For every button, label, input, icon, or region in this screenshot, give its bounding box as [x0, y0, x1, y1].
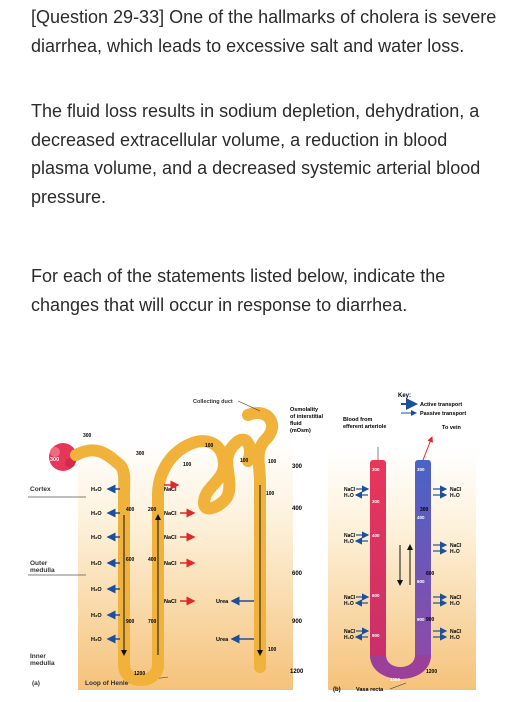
vasa-value: 600 [372, 593, 380, 598]
loop-value: 900 [126, 619, 135, 625]
svg-text:H₂O: H₂O [91, 487, 102, 493]
loop-value: 100 [240, 458, 249, 464]
svg-text:NaCl: NaCl [344, 533, 356, 539]
svg-text:H₂O: H₂O [450, 601, 460, 607]
loop-value: 600 [126, 557, 135, 563]
loop-value: 300 [83, 433, 92, 439]
vasa-ascending-limb [415, 460, 431, 660]
svg-text:NaCl: NaCl [164, 599, 177, 605]
osmolality-value: 600 [292, 571, 303, 577]
svg-text:NaCl: NaCl [344, 629, 356, 635]
duct-value: 100 [268, 647, 277, 653]
duct-value: 100 [266, 491, 275, 497]
vasa-descending-limb [370, 460, 386, 660]
part-a-label: (a) [32, 680, 40, 687]
outer-label: Outer [30, 560, 48, 567]
vasa-value: 900 [417, 617, 425, 622]
interstitial-value: 300 [420, 507, 429, 513]
svg-text:Urea: Urea [216, 637, 229, 643]
inner-medulla-label: medulla [30, 660, 55, 667]
collecting-duct-label: Collecting duct [193, 399, 233, 405]
active-transport-label: Active transport [420, 402, 463, 408]
interstitial-b [328, 450, 476, 690]
vasa-value: 300 [372, 499, 380, 504]
svg-text:(mOsm): (mOsm) [290, 428, 311, 434]
svg-text:H₂O: H₂O [450, 549, 460, 555]
kidney-countercurrent-figure [28, 385, 498, 697]
loop-value: 100 [183, 462, 192, 468]
key-title: Key: [398, 393, 412, 399]
svg-text:H₂O: H₂O [450, 493, 460, 499]
svg-text:H₂O: H₂O [344, 493, 354, 499]
svg-text:NaCl: NaCl [164, 535, 177, 541]
efferent-arteriole-label: efferent arteriole [343, 424, 387, 430]
vasa-value: 600 [417, 579, 425, 584]
blood-from-label: Blood from [343, 417, 373, 423]
outer-medulla-label: medulla [30, 567, 55, 574]
svg-text:NaCl: NaCl [164, 487, 177, 493]
svg-text:H₂O: H₂O [91, 511, 102, 517]
passive-transport-label: Passive transport [420, 411, 467, 417]
svg-text:H₂O: H₂O [91, 637, 102, 643]
inner-label: Inner [30, 653, 46, 660]
svg-text:H₂O: H₂O [91, 561, 102, 567]
part-b-label: (b) [333, 687, 341, 693]
svg-text:NaCl: NaCl [344, 595, 356, 601]
svg-text:H₂O: H₂O [344, 601, 354, 607]
svg-text:Urea: Urea [216, 599, 229, 605]
svg-text:Osmolality: Osmolality [290, 407, 319, 413]
interstitial-value: 1200 [426, 669, 438, 675]
loop-value: 200 [148, 507, 157, 513]
vasa-value: 400 [417, 515, 425, 520]
osmolality-value: 900 [292, 619, 303, 625]
question-intro: [Question 29-33] One of the hallmarks of cholera is severe diarrhea, which leads to excessive salt and water loss. [31, 7, 497, 56]
osmolality-value: 300 [292, 464, 303, 470]
vasa-recta-label: Vasa recta [356, 687, 384, 693]
svg-text:H₂O: H₂O [91, 535, 102, 541]
svg-text:H₂O: H₂O [344, 635, 354, 641]
question-effects: The fluid loss results in sodium depletion, dehydration, a decreased extracellular volume, a reduction in blood plasma volume, and a decreased systemic arterial blood pressure. [31, 101, 481, 207]
interstitial-value: 600 [426, 571, 435, 577]
loop-value: 100 [205, 443, 214, 449]
svg-text:of interstitial: of interstitial [290, 414, 324, 420]
svg-text:H₂O: H₂O [450, 635, 460, 641]
svg-text:H₂O: H₂O [91, 613, 102, 619]
loop-of-henle-label: Loop of Henle [85, 680, 129, 687]
svg-text:NaCl: NaCl [344, 487, 356, 493]
svg-text:NaCl: NaCl [450, 595, 462, 601]
svg-text:H₂O: H₂O [344, 539, 354, 545]
vasa-value: 900 [372, 633, 380, 638]
interstitial-value: 900 [426, 617, 435, 623]
to-vein-label: To vein [442, 425, 461, 431]
glomerulus-lobe [50, 447, 60, 457]
svg-text:NaCl: NaCl [450, 629, 462, 635]
osmolality-legend [290, 407, 323, 434]
vasa-value: 1200 [390, 677, 401, 682]
loop-value: 400 [148, 557, 157, 563]
svg-text:H₂O: H₂O [91, 587, 102, 593]
svg-text:NaCl: NaCl [450, 543, 462, 549]
svg-text:NaCl: NaCl [164, 511, 177, 517]
svg-text:fluid: fluid [290, 421, 302, 427]
svg-text:NaCl: NaCl [164, 561, 177, 567]
cortex-label: Cortex [30, 486, 51, 493]
duct-value: 100 [268, 459, 277, 465]
vasa-value: 400 [372, 533, 380, 538]
vasa-value: 300 [372, 467, 380, 472]
glomerulus-value: 300 [50, 457, 60, 463]
osmolality-value: 1200 [290, 669, 304, 675]
question-instruction: For each of the statements listed below, indicate the changes that will occur in response to diarrhea. [31, 266, 446, 315]
osmolality-value: 400 [292, 506, 303, 512]
svg-text:NaCl: NaCl [450, 487, 462, 493]
loop-value: 700 [148, 619, 157, 625]
loop-value: 400 [126, 507, 135, 513]
vasa-value: 300 [417, 467, 425, 472]
loop-value: 1200 [134, 671, 146, 677]
loop-value: 300 [136, 451, 145, 457]
